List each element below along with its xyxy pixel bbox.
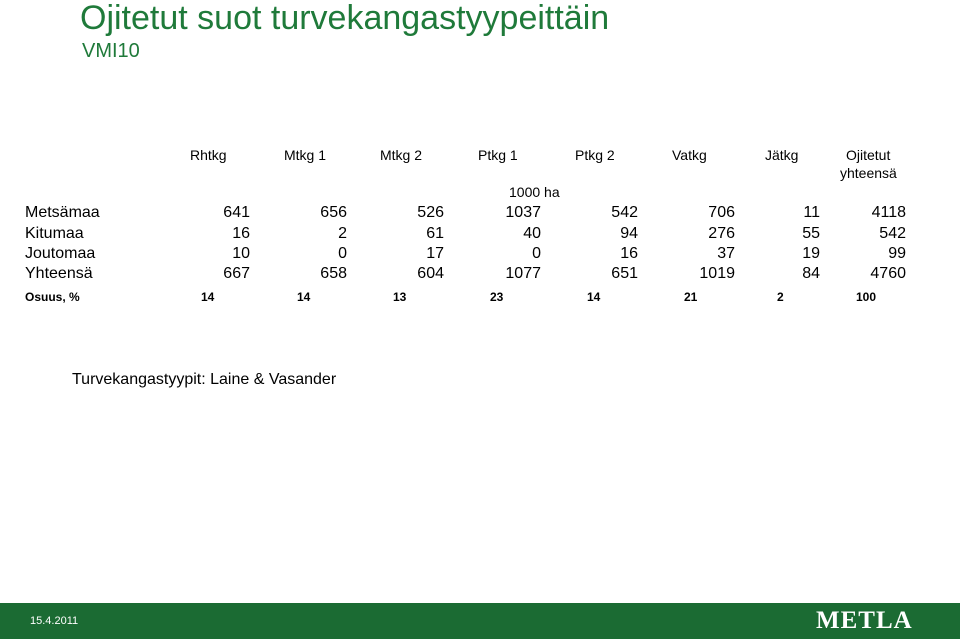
table-cell: 61 (426, 225, 444, 242)
table-cell: 14 (297, 290, 311, 304)
row-label: Yhteensä (25, 265, 93, 282)
table-cell: 1037 (505, 204, 541, 221)
footer-date: 15.4.2011 (30, 615, 79, 627)
row-label: Metsämaa (25, 204, 100, 221)
table-cell: 1019 (699, 265, 735, 282)
table-cell: 641 (223, 204, 250, 221)
table-cell: 2 (777, 290, 784, 304)
page-subtitle: VMI10 (82, 40, 140, 62)
table-cell: 94 (620, 225, 638, 242)
table-cell: 14 (201, 290, 215, 304)
table-cell: 276 (708, 225, 735, 242)
table-cell: 21 (684, 290, 698, 304)
col-header-ptkg2: Ptkg 2 (575, 147, 615, 163)
table-cell: 706 (708, 204, 735, 221)
table-cell: 667 (223, 265, 250, 282)
table-row (0, 245, 960, 265)
col-header-rhtkg: Rhtkg (190, 147, 227, 163)
table-cell: 542 (611, 204, 638, 221)
footer-bar (0, 603, 960, 639)
col-header-ojitetut: Ojitetut (846, 147, 891, 163)
table-cell: 542 (879, 225, 906, 242)
table-cell: 17 (426, 245, 444, 262)
table-cell: 40 (523, 225, 541, 242)
table-cell: 526 (417, 204, 444, 221)
table-cell: 16 (232, 225, 250, 242)
table-cell: 37 (717, 245, 735, 262)
table-cell: 1077 (505, 265, 541, 282)
table-cell: 651 (611, 265, 638, 282)
row-label: Osuus, % (25, 290, 80, 304)
page-title: Ojitetut suot turvekangastyypeittäin (80, 0, 610, 37)
table-cell: 55 (802, 225, 820, 242)
table-cell: 19 (802, 245, 820, 262)
table-cell: 23 (490, 290, 504, 304)
table-cell: 4760 (870, 265, 906, 282)
table-row (0, 265, 960, 285)
table-cell: 0 (338, 245, 347, 262)
table-cell: 0 (532, 245, 541, 262)
table-cell: 4118 (871, 204, 906, 221)
table-cell: 658 (320, 265, 347, 282)
footnote: Turvekangastyypit: Laine & Vasander (72, 371, 337, 388)
table-cell: 16 (620, 245, 638, 262)
col-header-mtkg1: Mtkg 1 (284, 147, 327, 163)
table-cell: 604 (417, 265, 444, 282)
table-cell: 99 (888, 245, 906, 262)
col-header-vatkg: Vatkg (672, 147, 707, 163)
row-label: Kitumaa (25, 225, 84, 242)
unit-label: 1000 ha (509, 184, 560, 200)
col-header-yhteensa: yhteensä (840, 165, 897, 181)
table-cell: 13 (393, 290, 407, 304)
table-row (0, 225, 960, 245)
col-header-ptkg1: Ptkg 1 (478, 147, 518, 163)
table-cell: 100 (856, 290, 877, 304)
metla-logo: METLA (816, 607, 913, 634)
table-cell: 84 (802, 265, 820, 282)
table-row (0, 204, 960, 224)
table-cell: 14 (587, 290, 601, 304)
row-label: Joutomaa (25, 245, 96, 262)
share-row (0, 290, 960, 310)
table-cell: 2 (338, 225, 347, 242)
col-header-mtkg2: Mtkg 2 (380, 147, 423, 163)
table-cell: 10 (232, 245, 250, 262)
col-header-jatkg: Jätkg (765, 147, 799, 163)
table-cell: 11 (803, 204, 820, 221)
table-cell: 656 (320, 204, 347, 221)
